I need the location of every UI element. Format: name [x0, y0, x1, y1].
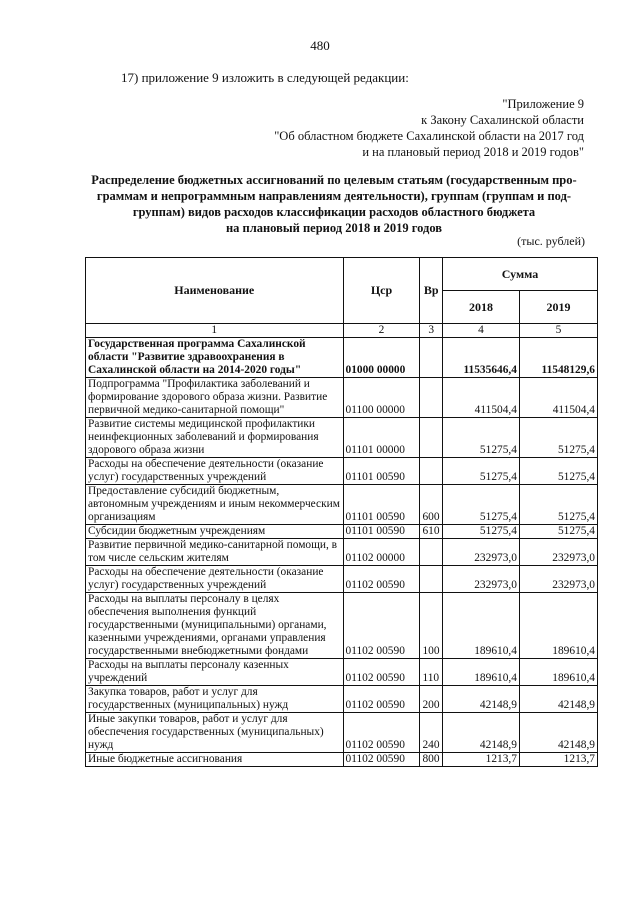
table-row [86, 418, 598, 458]
row-value-2019: 51275,4 [519, 458, 597, 485]
row-value-2018: 1213,7 [443, 753, 520, 767]
row-value-2019: 51275,4 [519, 418, 597, 458]
budget-table [85, 257, 598, 767]
row-vr-cell: 100 [420, 593, 443, 659]
column-number: 1 [86, 324, 344, 338]
row-csr-cell: 01102 00590 [343, 593, 420, 659]
row-name-cell: Расходы на обеспечение деятельности (оказание услуг) государственных учреждений [86, 458, 344, 485]
table-body [86, 338, 598, 767]
table-row [86, 659, 598, 686]
title-line: группам) видов расходов классификации расходов областного бюджета [132, 205, 536, 219]
table-row [86, 566, 598, 593]
row-value-2018: 51275,4 [443, 418, 520, 458]
table-row [86, 713, 598, 753]
row-value-2019: 232973,0 [519, 539, 597, 566]
header-name: Наименование [86, 258, 344, 324]
appendix-line: "Приложение 9 [502, 97, 584, 111]
row-name-cell: Подпрограмма "Профилактика заболеваний и формирование здорового образа жизни. Развитие первичной медико-санитарной помощи" [86, 378, 344, 418]
row-value-2018: 411504,4 [443, 378, 520, 418]
row-name-cell: Государственная программа Сахалинской области "Развитие здравоохранения в Сахалинской области на 2014-2020 годы" [86, 338, 344, 378]
row-vr-cell: 600 [420, 485, 443, 525]
row-value-2019: 11548129,6 [519, 338, 597, 378]
page-number: 480 [310, 38, 330, 53]
row-value-2019: 411504,4 [519, 378, 597, 418]
row-name-cell: Предоставление субсидий бюджетным, автономным учреждениям и иным некоммерческим организациям [86, 485, 344, 525]
header-year-2019: 2019 [519, 291, 597, 324]
row-value-2018: 189610,4 [443, 659, 520, 686]
appendix-line: к Закону Сахалинской области [421, 113, 584, 127]
table-row [86, 525, 598, 539]
row-name-cell: Иные закупки товаров, работ и услуг для обеспечения государственных (муниципальных) нужд [86, 713, 344, 753]
row-value-2018: 51275,4 [443, 525, 520, 539]
row-csr-cell: 01101 00590 [343, 458, 420, 485]
row-vr-cell: 200 [420, 686, 443, 713]
header-year-2018: 2018 [443, 291, 520, 324]
table-row [86, 458, 598, 485]
row-name-cell: Развитие первичной медико-санитарной помощи, в том числе сельским жителям [86, 539, 344, 566]
row-vr-cell [420, 378, 443, 418]
header-sum: Сумма [443, 258, 598, 291]
title-line: на плановый период 2018 и 2019 годов [225, 221, 443, 235]
table-row [86, 686, 598, 713]
row-name-cell: Закупка товаров, работ и услуг для государственных (муниципальных) нужд [86, 686, 344, 713]
row-csr-cell: 01102 00590 [343, 713, 420, 753]
row-csr-cell: 01102 00590 [343, 753, 420, 767]
table-row [86, 338, 598, 378]
row-vr-cell [420, 338, 443, 378]
row-csr-cell: 01000 00000 [343, 338, 420, 378]
row-csr-cell: 01101 00590 [343, 485, 420, 525]
row-csr-cell: 01102 00590 [343, 686, 420, 713]
row-vr-cell [420, 418, 443, 458]
row-vr-cell: 110 [420, 659, 443, 686]
table-row [86, 593, 598, 659]
row-csr-cell: 01101 00000 [343, 418, 420, 458]
column-number: 5 [519, 324, 597, 338]
table-row [86, 485, 598, 525]
header-vr: Вр [420, 258, 443, 324]
row-value-2018: 42148,9 [443, 686, 520, 713]
row-value-2019: 1213,7 [519, 753, 597, 767]
column-number: 4 [443, 324, 520, 338]
row-value-2019: 189610,4 [519, 659, 597, 686]
table-row [86, 753, 598, 767]
row-csr-cell: 01102 00590 [343, 659, 420, 686]
row-value-2018: 11535646,4 [443, 338, 520, 378]
row-value-2019: 189610,4 [519, 593, 597, 659]
column-number: 3 [420, 324, 443, 338]
row-name-cell: Расходы на выплаты персоналу казенных учреждений [86, 659, 344, 686]
row-vr-cell: 240 [420, 713, 443, 753]
row-csr-cell: 01102 00000 [343, 539, 420, 566]
units-label: (тыс. рублей) [517, 234, 585, 248]
row-csr-cell: 01101 00590 [343, 525, 420, 539]
document-title [84, 172, 584, 236]
row-value-2018: 51275,4 [443, 485, 520, 525]
intro-text: 17) приложение 9 изложить в следующей редакции: [121, 70, 409, 85]
appendix-block [274, 96, 584, 160]
row-csr-cell: 01100 00000 [343, 378, 420, 418]
row-value-2019: 51275,4 [519, 525, 597, 539]
row-value-2019: 51275,4 [519, 485, 597, 525]
table-row [86, 539, 598, 566]
title-line: Распределение бюджетных ассигнований по целевым статьям (государственным про- [91, 173, 577, 187]
row-name-cell: Расходы на выплаты персоналу в целях обеспечения выполнения функций государственными (муниципальными) органами, казенными учреждениями, органами управления государственными внебюджетными фондами [86, 593, 344, 659]
appendix-line: "Об областном бюджете Сахалинской области на 2017 год [274, 129, 584, 143]
row-value-2018: 232973,0 [443, 539, 520, 566]
row-name-cell: Развитие системы медицинской профилактики неинфекционных заболеваний и формирования здорового образа жизни [86, 418, 344, 458]
column-number: 2 [343, 324, 420, 338]
row-value-2018: 42148,9 [443, 713, 520, 753]
row-csr-cell: 01102 00590 [343, 566, 420, 593]
row-vr-cell: 800 [420, 753, 443, 767]
row-vr-cell [420, 566, 443, 593]
row-vr-cell [420, 458, 443, 485]
row-value-2018: 189610,4 [443, 593, 520, 659]
table-row [86, 378, 598, 418]
row-name-cell: Иные бюджетные ассигнования [86, 753, 344, 767]
row-name-cell: Субсидии бюджетным учреждениям [86, 525, 344, 539]
row-name-cell: Расходы на обеспечение деятельности (оказание услуг) государственных учреждений [86, 566, 344, 593]
row-value-2018: 232973,0 [443, 566, 520, 593]
row-value-2019: 42148,9 [519, 686, 597, 713]
title-line: граммам и непрограммным направлениям деятельности), группам (группам и под- [96, 189, 572, 203]
row-value-2019: 42148,9 [519, 713, 597, 753]
row-value-2018: 51275,4 [443, 458, 520, 485]
row-vr-cell: 610 [420, 525, 443, 539]
row-value-2019: 232973,0 [519, 566, 597, 593]
row-vr-cell [420, 539, 443, 566]
appendix-line: и на плановый период 2018 и 2019 годов" [362, 145, 584, 159]
column-numbers-row [86, 324, 598, 338]
header-csr: Цср [343, 258, 420, 324]
table-header-row [86, 258, 598, 291]
